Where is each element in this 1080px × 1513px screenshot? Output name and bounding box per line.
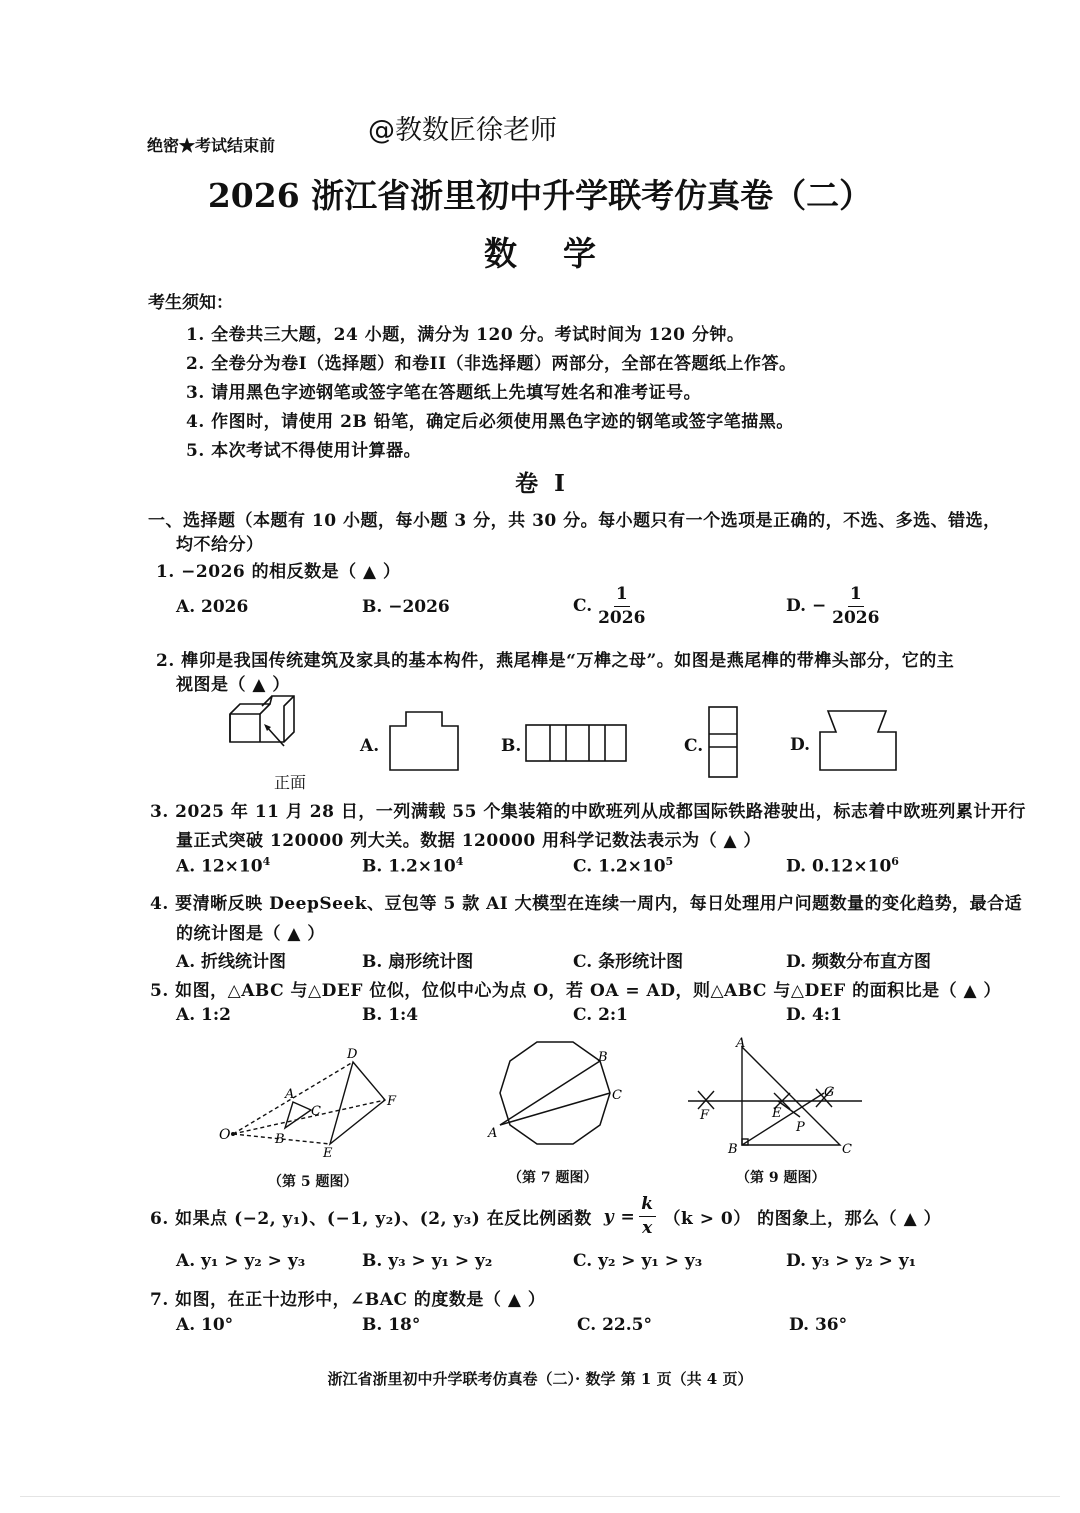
subject-title: 数 学 — [484, 234, 596, 273]
notice-item: 3. 请用黑色字迹钢笔或签字笔在答题纸上先填写姓名和准考证号。 — [186, 383, 702, 403]
figure-5 — [215, 1040, 415, 1165]
fig5-caption: （第 5 题图） — [268, 1174, 358, 1190]
q4-option-a: A. 折线统计图 — [176, 952, 287, 972]
fig5-label-D: D — [347, 1047, 358, 1062]
fig9-caption: （第 9 题图） — [736, 1170, 826, 1186]
q5-option-c: C. 2:1 — [573, 1005, 629, 1025]
volume-title: 卷 I — [515, 470, 565, 497]
fig9-label-F: F — [700, 1108, 710, 1123]
fig7-caption: （第 7 题图） — [508, 1170, 598, 1186]
q4-stem: 4. 要清晰反映 DeepSeek、豆包等 5 款 AI 大模型在连续一周内，每日处理用户问题数量的变化趋势，最合适 — [150, 894, 1023, 914]
q3-option-d: D. $0.12\times 10^6$ — [786, 855, 899, 877]
q3-stem: 3. 2025 年 11 月 28 日，一列满载 55 个集装箱的中欧班列从成都国际铁路港驶出，标志着中欧班列累计开行 — [150, 802, 1026, 822]
fig7-label-B: B — [598, 1050, 608, 1065]
fig9-label-A: A — [736, 1036, 746, 1051]
q2-option-d-shape — [816, 708, 900, 774]
q5-option-d: D. 4:1 — [786, 1005, 842, 1025]
q2-option-c: C. — [684, 736, 704, 756]
fig7-label-A: A — [488, 1126, 498, 1141]
q2-option-b: B. — [501, 736, 522, 756]
notice-item: 2. 全卷分为卷I（选择题）和卷II（非选择题）两部分，全部在答题纸上作答。 — [186, 354, 797, 374]
q1-option-d: D. − $\frac{1}{2026}$ — [786, 584, 880, 628]
q6-stem: 6. 如果点 (−2, y₁)、(−1, y₂)、(2, y₃) 在反比例函数 y = $\frac{k}{x}$ （k > 0） 的图象上，那么（ ▲ ） — [150, 1194, 942, 1238]
q5-option-b: B. 1:4 — [362, 1005, 419, 1025]
figure-9 — [684, 1033, 874, 1163]
q6-option-a: A. y₁ > y₂ > y₃ — [176, 1251, 306, 1271]
part-description-cont: 均不给分） — [176, 535, 264, 555]
notice-item: 4. 作图时，请使用 2B 铅笔，确定后必须使用黑色字迹的钢笔或签字笔描黑。 — [186, 412, 794, 432]
q2-option-b-shape — [523, 722, 629, 764]
q2-option-c-shape — [706, 704, 740, 780]
fig9-label-G: G — [824, 1085, 835, 1100]
fig9-label-E: E — [772, 1106, 782, 1121]
q1-option-a: A. 2026 — [176, 597, 249, 617]
q7-stem: 7. 如图，在正十边形中，∠BAC 的度数是（ ▲ ） — [150, 1290, 546, 1310]
q6-option-d: D. y₃ > y₂ > y₁ — [786, 1251, 917, 1271]
notice-item: 1. 全卷共三大题，24 小题，满分为 120 分。考试时间为 120 分钟。 — [186, 325, 745, 345]
exam-title: 2026 浙江省浙里初中升学联考仿真卷（二） — [207, 176, 873, 215]
q4-option-c: C. 条形统计图 — [573, 952, 684, 972]
q1-option-b: B. −2026 — [362, 597, 450, 617]
fig5-label-A: A — [285, 1087, 295, 1102]
q7-option-c: C. 22.5° — [577, 1315, 652, 1335]
q4-option-d: D. 频数分布直方图 — [786, 952, 931, 972]
fig5-label-B: B — [275, 1132, 285, 1147]
part-description: （本题有 10 小题，每小题 3 分，共 30 分。每小题只有一个选项是正确的，不选、多选、错选， — [235, 511, 1001, 531]
dovetail-3d-figure — [222, 692, 302, 768]
q7-option-d: D. 36° — [789, 1315, 848, 1335]
q5-option-a: A. 1:2 — [176, 1005, 231, 1025]
front-label: 正面 — [274, 773, 307, 792]
q5-stem: 5. 如图，△ABC 与△DEF 位似，位似中心为点 O，若 OA = AD，则△ABC 与△DEF 的面积比是（ ▲ ） — [150, 981, 1002, 1001]
q3-option-c: C. $1.2\times 10^5$ — [573, 855, 674, 877]
q4-option-b: B. 扇形统计图 — [362, 952, 474, 972]
confidential-mark: 绝密★考试结束前 — [147, 136, 276, 155]
q7-option-b: B. 18° — [362, 1315, 421, 1335]
notice-heading: 考生须知： — [148, 293, 233, 313]
fig5-label-E: E — [323, 1146, 333, 1161]
bottom-divider — [20, 1496, 1060, 1497]
fig9-label-P: P — [796, 1120, 805, 1135]
fig5-label-F: F — [387, 1094, 397, 1109]
q7-option-a: A. 10° — [176, 1315, 234, 1335]
q2-stem-cont: 视图是（ ▲ ） — [176, 675, 290, 695]
notice-item: 5. 本次考试不得使用计算器。 — [186, 441, 422, 461]
q3-option-a: A. $12\times 10^4$ — [176, 855, 271, 877]
figure-7 — [480, 1035, 630, 1165]
fig5-label-O: O — [219, 1127, 231, 1143]
fig9-label-C: C — [842, 1142, 852, 1157]
q3-option-b: B. $1.2\times 10^4$ — [362, 855, 464, 877]
q2-option-a-shape — [386, 710, 462, 772]
q2-option-a: A. — [360, 736, 380, 756]
fig5-label-C: C — [311, 1104, 321, 1119]
q1-option-c: C. $\frac{1}{2026}$ — [573, 584, 646, 628]
watermark: @教数匠徐老师 — [368, 115, 557, 146]
fig7-label-C: C — [612, 1088, 622, 1103]
q4-stem-cont: 的统计图是（ ▲ ） — [176, 924, 325, 944]
q1-stem: 1. −2026 的相反数是（ ▲ ） — [156, 562, 401, 582]
q3-stem-cont: 量正式突破 120000 列大关。数据 120000 用科学记数法表示为（ ▲ ） — [176, 831, 762, 851]
q6-option-c: C. y₂ > y₁ > y₃ — [573, 1251, 703, 1271]
page-footer: 浙江省浙里初中升学联考仿真卷（二）· 数学 第 1 页（共 4 页） — [327, 1370, 753, 1388]
fig9-label-B: B — [728, 1142, 738, 1157]
q6-option-b: B. y₃ > y₁ > y₂ — [362, 1251, 493, 1271]
part-title: 一、选择题 — [148, 511, 236, 531]
q2-option-d: D. — [790, 735, 811, 755]
q2-stem: 2. 榫卯是我国传统建筑及家具的基本构件，燕尾榫是“万榫之母”。如图是燕尾榫的带榫头部分，它的主 — [156, 651, 955, 671]
